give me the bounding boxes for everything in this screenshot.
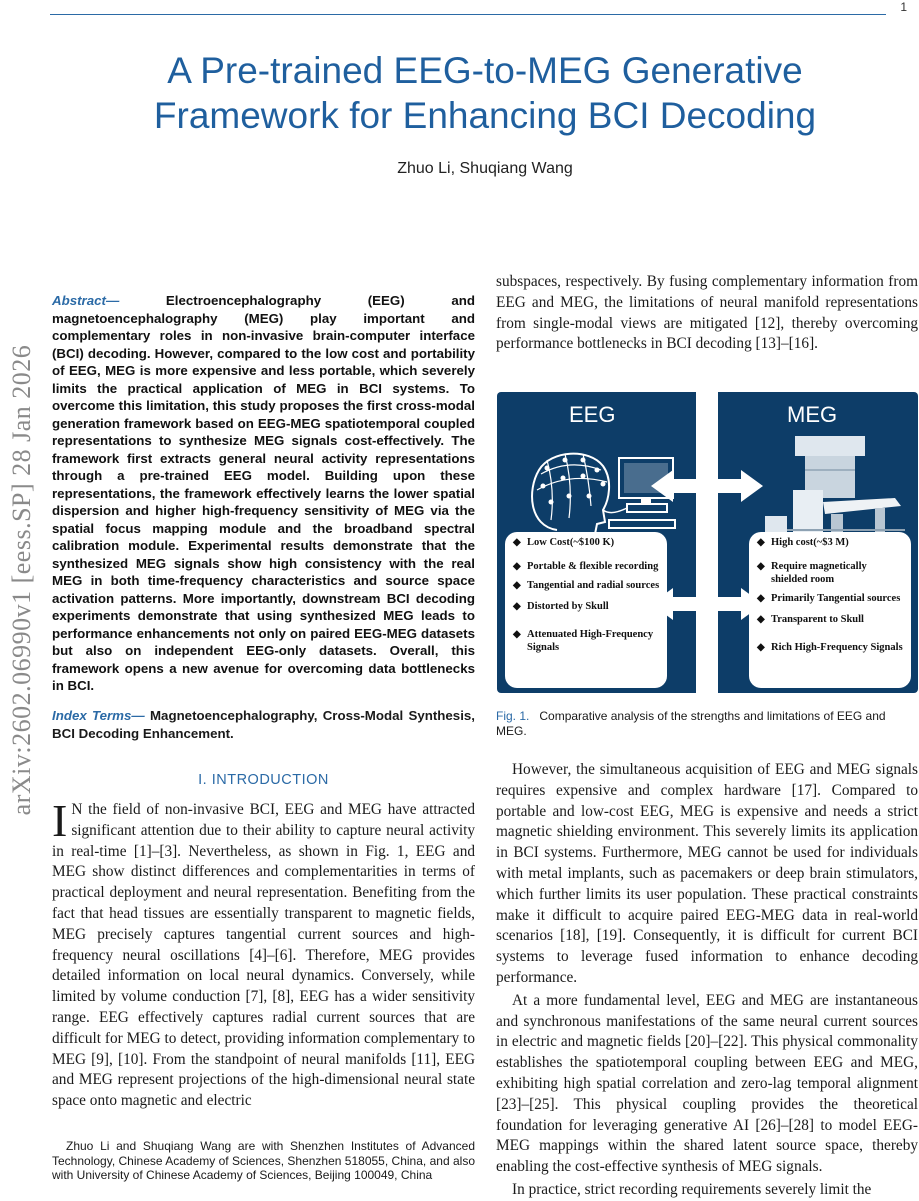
meg-label: MEG [787, 402, 838, 427]
arxiv-sidebar [0, 290, 44, 950]
title-line-1: A Pre-trained EEG-to-MEG Generative [167, 50, 803, 91]
section-heading: I. INTRODUCTION [198, 772, 329, 788]
arrow-top [647, 466, 767, 506]
header-rule [50, 14, 886, 15]
meg-item-3: ◆ Primarily Tangential sources [757, 592, 905, 605]
drop-cap: I [52, 795, 68, 846]
meg-item-4: ◆ Transparent to Skull [757, 613, 905, 626]
abstract-label: Abstract— [52, 293, 120, 308]
caption-text: Comparative analysis of the strengths and limitations of EEG and MEG. [496, 709, 886, 738]
right-paragraph-2: At a more fundamental level, EEG and MEG are instantaneous and synchronous manifestations of the same neural current sources in electric and magnetic fields [20]–[22]. This physical commonality establishes the spatiotemporal coupling between EEG and MEG, exhibiting high spatial correlation and zero-lag temporal alignment [23]–[25]. This physical coupling provides the theoretical foundation for leveraging generative AI [26]–[28] to model EEG-MEG mappings within the shared latent source space, thereby enabling the cost-effective synthesis of MEG signals. [496, 991, 918, 1176]
affiliation-footnote: Zhuo Li and Shuqiang Wang are with Shenzhen Institutes of Advanced Technology, Chinese Academy of Sciences, Shenzhen 518055, China, and also with University of Chinese Academy of Sciences, Beijing 100049, China [52, 1139, 475, 1182]
arxiv-identifier: arXiv:2602.06990v1 [eess.SP] 28 Jan 2026 [7, 344, 36, 816]
index-terms-label: Index Terms— [52, 708, 145, 723]
right-column-body [496, 760, 918, 1201]
page-number: 1 [900, 0, 907, 14]
meg-item-2: ◆ Require magnetically shielded room [757, 560, 905, 586]
meg-item-1: ◆ High cost(~$3 M) [757, 536, 905, 549]
abstract-text: Electroencephalography (EEG) and magnetoencephalography (MEG) play important and complementary roles in non-invasive brain-computer interface (BCI) decoding. However, compared to the low cost and portability of EEG, MEG is more expensive and less portable, which severely limits the practical application of MEG in BCI systems. To overcome this limitation, this study proposes the first cross-modal generation framework based on EEG-MEG spatiotemporal coupled representations to synthesize MEG signals cost-effectively. The framework first extracts general neural activity representations through a pre-trained EEG model. Building upon these representations, the framework effectively learns the lower spatial dispersion and higher high-frequency sensitivity of MEG via the spatial focus mapping module and the broadband spectral calibration module. Experimental results demonstrate that the synthesized MEG signals show high consistency with the real MEG in both time-frequency characteristics and source space activation patterns. More importantly, downstream BCI decoding experiments demonstrate that using synthesized MEG leads to performance enhancements not only on paired EEG-MEG datasets but also on independent EEG-only datasets. Overall, this framework opens a new avenue for overcoming data bottlenecks in BCI. [52, 293, 475, 693]
eeg-item-1: ◆ Low Cost(~$100 K) [513, 536, 661, 549]
authors: Zhuo Li, Shuqiang Wang [397, 160, 573, 177]
index-terms [52, 707, 475, 743]
abstract [52, 292, 475, 695]
right-paragraph-1: However, the simultaneous acquisition of EEG and MEG signals requires expensive and complex hardware [17]. Compared to portable and low-cost EEG, MEG is expensive and needs a strict magnetic shielding environment. This severely limits its application in BCI systems. Furthermore, MEG cannot be used for individuals with metal implants, such as pacemakers or deep brain stimulators, which further limits its user population. These practical constraints make it difficult to acquire paired EEG-MEG data in real-world scenarios [18], [19]. Consequently, it is difficult for current BCI systems to leverage fused information to enhance decoding performance. [496, 761, 918, 986]
figure-divider [696, 392, 718, 693]
intro-paragraph-1 [52, 795, 475, 1112]
eeg-item-4: ◆ Distorted by Skull [513, 600, 661, 613]
right-paragraph-3: In practice, strict recording requirements severely limit the [512, 1180, 872, 1198]
caption-label: Fig. 1. [496, 709, 530, 723]
right-paragraph-0: subspaces, respectively. By fusing complementary information from EEG and MEG, the limitations of neural manifold representations from single-modal views are mitigated [12], thereby overcoming performance bottlenecks in BCI decoding [13]–[16]. [496, 273, 918, 353]
eeg-label: EEG [569, 402, 616, 427]
eeg-properties-box [505, 532, 667, 688]
meg-item-5: ◆ Rich High-Frequency Signals [757, 641, 905, 654]
title-line-2: Framework for Enhancing BCI Decoding [153, 95, 817, 136]
intro-text: N the field of non-invasive BCI, EEG and MEG have attracted significant attention due to their ability to capture neural activity in real-time [1]–[3]. Nevertheless, as shown in Fig. 1, EEG and MEG show distinct differences and complementarities in terms of practical deployment and neural representation. Benefiting from the fact that head tissues are essentially transparent to magnetic fields, MEG precisely captures tangential current sources and high-frequency neural oscillations [4]–[6]. Therefore, MEG provides detailed information on local neural dynamics. Conversely, while limited by volume conduction [7], [8], EEG has a wider sensitivity range. EEG effectively captures radial current sources that are difficult for MEG to detect, providing information complementary to MEG [9], [10]. From the standpoint of neural manifolds [11], EEG and MEG represent projections of the high-dimensional neural state space onto magnetic and electric [52, 801, 475, 1110]
eeg-item-2: ◆ Portable & flexible recording [513, 560, 661, 573]
figure-caption [496, 709, 918, 739]
figure-1 [497, 392, 918, 693]
index-terms-text: Magnetoencephalography, Cross-Modal Synthesis, BCI Decoding Enhancement. [52, 708, 475, 741]
eeg-item-3: ◆ Tangential and radial sources [513, 579, 661, 592]
paper-title [60, 48, 910, 138]
eeg-item-5: ◆ Attenuated High-Frequency Signals [513, 628, 661, 654]
meg-properties-box [749, 532, 911, 688]
